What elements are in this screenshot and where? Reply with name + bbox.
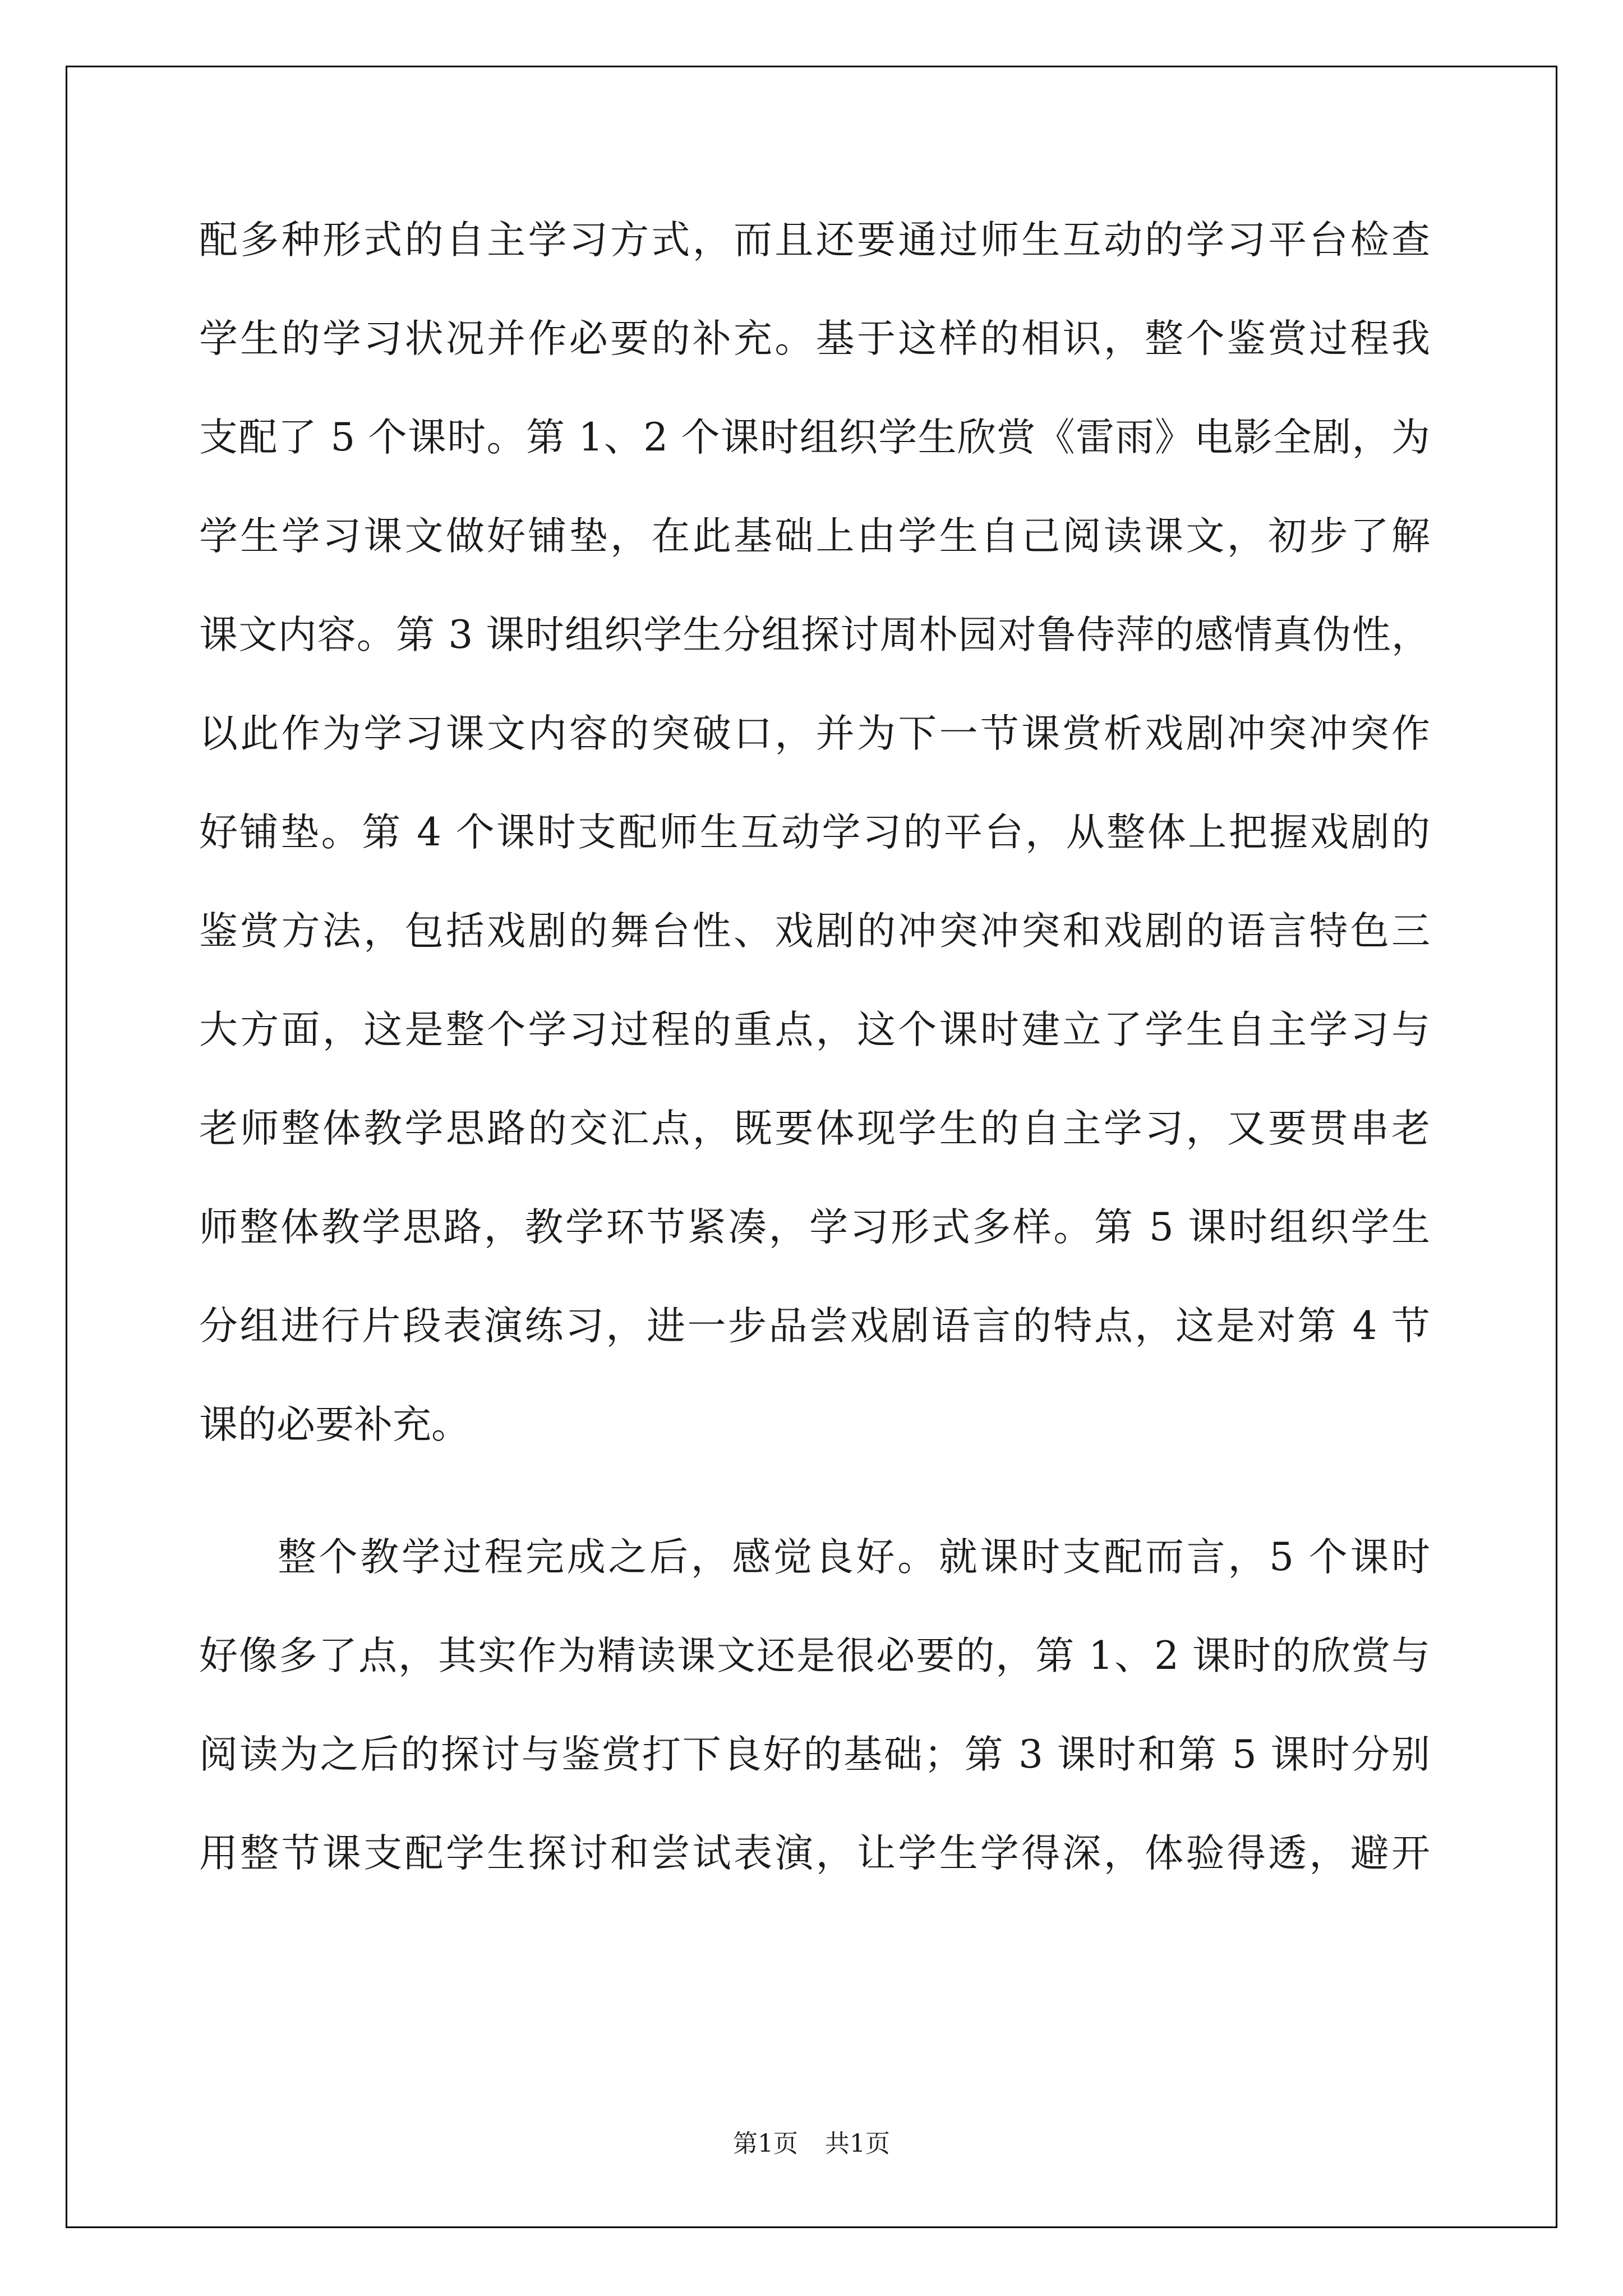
text-line: 课的必要补充。: [199, 1402, 470, 1447]
text-line: 用整节课支配学生探讨和尝试表演，让学生学得深，体验得透，避开: [199, 1831, 1430, 1876]
text-line: 学生的学习状况并作必要的补充。基于这样的相识，整个鉴赏过程我: [199, 316, 1430, 361]
text-line: 好铺垫。第 4 个课时支配师生互动学习的平台，从整体上把握戏剧的: [199, 810, 1430, 855]
document-body: [199, 191, 1430, 1903]
page-total: 共1页: [825, 2129, 890, 2158]
text-line: 课文内容。第 3 课时组织学生分组探讨周朴园对鲁侍萍的感情真伪性，: [199, 613, 1430, 657]
page-number: 第1页: [733, 2129, 798, 2158]
paragraph-gap: [199, 1474, 1430, 1508]
text-line: 支配了 5 个课时。第 1、2 个课时组织学生欣赏《雷雨》电影全剧，为: [199, 415, 1430, 460]
page-footer: [0, 2123, 1623, 2159]
text-line: 以此作为学习课文内容的突破口，并为下一节课赏析戏剧冲突冲突作: [199, 711, 1430, 756]
text-line: 配多种形式的自主学习方式，而且还要通过师生互动的学习平台检查: [199, 218, 1430, 263]
text-line: 鉴赏方法，包括戏剧的舞台性、戏剧的冲突冲突和戏剧的语言特色三: [199, 909, 1430, 954]
paragraph: [199, 1508, 1430, 1903]
text-line: 分组进行片段表演练习，进一步品尝戏剧语言的特点，这是对第 4 节: [199, 1304, 1430, 1349]
text-line: 整个教学过程完成之后，感觉良好。就课时支配而言，5 个课时: [278, 1535, 1430, 1580]
text-line: 大方面，这是整个学习过程的重点，这个课时建立了学生自主学习与: [199, 1007, 1430, 1052]
text-line: 老师整体教学思路的交汇点，既要体现学生的自主学习，又要贯串老: [199, 1106, 1430, 1151]
paragraph: [199, 191, 1430, 1474]
text-line: 阅读为之后的探讨与鉴赏打下良好的基础；第 3 课时和第 5 课时分别: [199, 1732, 1430, 1777]
text-line: 学生学习课文做好铺垫，在此基础上由学生自己阅读课文，初步了解: [199, 514, 1430, 559]
text-line: 好像多了点，其实作为精读课文还是很必要的，第 1、2 课时的欣赏与: [199, 1634, 1430, 1678]
text-line: 师整体教学思路，教学环节紧凑，学习形式多样。第 5 课时组织学生: [199, 1205, 1430, 1250]
